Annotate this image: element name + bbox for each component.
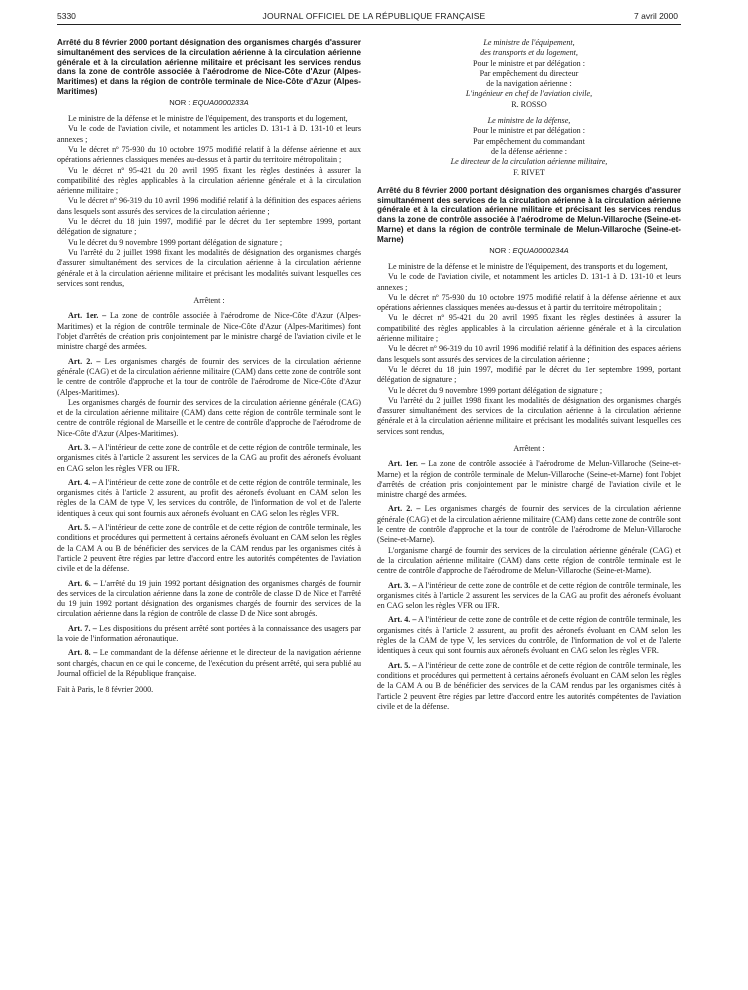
arretent-heading: Arrêtent :	[513, 443, 545, 453]
preamble-paragraph: Vu le décret du 9 novembre 1999 portant délégation de signature ;	[68, 237, 283, 247]
article-label: Art. 1er. –	[68, 311, 107, 321]
signature-block-equipment	[377, 38, 681, 110]
article-label: Art. 4. –	[68, 477, 97, 487]
article-text: Les organismes chargés de fournir des services de la circulation aérienne générale (CAG) et de la circulation aérienne militaire (CAM) dans cette région de contrôle terminale sont le centre de contrôle régional de Marseille et le centre de contrôle d'approche de l'aérodrome de Nice-Côte d'Azur (Alpes-Maritimes).	[57, 397, 361, 438]
article-label: Art. 5. –	[68, 523, 97, 533]
article-label: Art. 3. –	[388, 580, 417, 590]
signature-line: Par empêchement du directeur	[479, 68, 579, 78]
signature-line: des transports et du logement,	[480, 48, 578, 58]
article-paragraph	[57, 443, 361, 474]
article-paragraph	[57, 624, 361, 645]
article-text: La zone de contrôle associée à l'aérodrome de Nice-Côte d'Azur (Alpes-Maritimes) et la région de contrôle terminale de Nice-Côte d'Azur (Alpes-Maritimes) font l'objet d'arrêtés de création pris conjointement par le ministre chargé de l'aviation civile et le ministre chargé des armées.	[57, 311, 361, 352]
article-text: A l'intérieur de cette zone de contrôle et de cette région de contrôle terminale, les organismes cités à l'article 2 assurent, au profit des aéronefs évoluant en CAM selon les règles de la CAM de type V, les services du contrôle, de l'information de vol et de l'alerte identiques à ceux qui sont fournis aux aéronefs évoluant en CAG selon les règles VFR.	[377, 615, 681, 656]
preamble-paragraph: Vu le code de l'aviation civile, et notamment les articles D. 131-1 à D. 131-10 et leurs annexes ;	[377, 272, 681, 292]
decree-title-melun: Arrêté du 8 février 2000 portant désignation des organismes chargés d'assurer simultanément des services de la circulation aérienne à la circulation aérienne générale et à la circulation aérienne militaire et précisant les services rendus dans la zone de contrôle associée à l'aérodrome de Melun-Villaroche (Seine-et-Marne) et dans la région de contrôle terminale de Melun-Villaroche (Seine-et-Marne)	[377, 185, 681, 244]
article-text: L'organisme chargé de fournir des services de la circulation aérienne générale (CAG) et de la circulation aérienne militaire (CAM) dans cette région de contrôle terminale est le centre de contrôle d'approche de l'aérodrome de Melun-Villaroche (Seine-et-Marne).	[377, 545, 681, 576]
article-label: Art. 1er. –	[388, 459, 426, 469]
preamble-paragraph: Vu le décret nº 96-319 du 10 avril 1996 modifié relatif à la définition des espaces aériens dans lesquels sont assurés des services de la circulation aérienne ;	[377, 344, 681, 364]
page-header	[0, 0, 748, 40]
page-number: 5330	[57, 11, 76, 21]
article-text: L'arrêté du 19 juin 1992 portant désignation des organismes chargés de fournir des services de la circulation aérienne dans la zone de contrôle de classe D de Nice et l'arrêté du 19 juin 1992 portant désignation des organismes chargés de fournir des services de la circulation aérienne dans la région de contrôle de classe D de Nice sont abrogés.	[57, 578, 361, 619]
article-text: Les organismes chargés de fournir des services de la circulation aérienne générale (CAG) et de la circulation aérienne militaire (CAM) dans cette zone de contrôle sont le centre de contrôle d'approche et la tour de contrôle de l'aérodrome de Nice-Côte d'Azur (Alpes-Maritimes).	[57, 356, 361, 397]
article-paragraph	[377, 661, 681, 712]
article-paragraph	[57, 398, 361, 439]
article-label: Art. 2. –	[388, 504, 421, 514]
arretent-heading: Arrêtent :	[193, 296, 225, 306]
article-paragraph	[57, 478, 361, 519]
preamble-paragraph: Vu l'arrêté du 2 juillet 1998 fixant les modalités de désignation des organismes chargés d'assurer simultanément des services de la circulation aérienne à la circulation aérienne générale et à la circulation aérienne militaire et précisant les modalités suivant lesquelles ces services sont rendus,	[57, 247, 361, 288]
article-text: A l'intérieur de cette zone de contrôle et de cette région de contrôle terminale, les organismes cités à l'article 2 assurent les services de la CAG au profit des aéronefs évoluant en CAG selon les règles VFR ou IFR.	[57, 442, 361, 473]
nor-reference	[377, 246, 681, 256]
article-paragraph	[377, 504, 681, 545]
article-label: Art. 5. –	[388, 660, 417, 670]
preamble-paragraph: Vu l'arrêté du 2 juillet 1998 fixant les modalités de désignation des organismes chargés d'assurer simultanément des services de la circulation aérienne à la circulation aérienne générale et à la circulation aérienne militaire et précisant les modalités suivant lesquelles ces services sont rendus,	[377, 395, 681, 436]
nor-reference	[57, 98, 361, 108]
preamble-paragraph: Vu le décret du 18 juin 1997, modifié par le décret du 1er septembre 1999, portant délégation de signature ;	[377, 364, 681, 385]
article-text: La zone de contrôle associée à l'aérodrome de Melun-Villaroche (Seine-et-Marne) et la région de contrôle terminale de Melun-Villaroche (Seine-et-Marne) font l'objet d'arrêtés de création pris conjointement par le ministre chargé de l'aviation civile et le ministre chargé des armées.	[377, 459, 681, 500]
signature-line: F. RIVET	[513, 167, 545, 177]
right-column	[377, 38, 681, 712]
preamble-paragraph: Le ministre de la défense et le ministre de l'équipement, des transports et du logement,	[388, 261, 668, 271]
nor-code: EQUA0000233A	[192, 97, 249, 107]
article-paragraph	[57, 523, 361, 574]
article-label: Art. 6. –	[68, 578, 98, 588]
article-text: A l'intérieur de cette zone de contrôle et de cette région de contrôle terminale, les conditions et procédures qui permettent à certains aéronefs évoluant en CAM selon les règles de la CAM A ou B de bénéficier des services de la CAM rendus par les organismes cités à l'article 2 peuvent être régies par lettre d'accord entre les autorités compétentes de l'aviation civile et de la défense.	[57, 523, 361, 574]
signature-line: Pour le ministre et par délégation :	[473, 126, 585, 136]
signature-line: Par empêchement du commandant	[473, 136, 585, 146]
article-text: A l'intérieur de cette zone de contrôle et de cette région de contrôle terminale, les organismes cités à l'article 2 assurent, au profit des aéronefs évoluant en CAM selon les règles de la CAM de type V, les services du contrôle, de l'information de vol et de l'alerte identiques à ceux qui sont fournis aux aéronefs évoluant en CAG selon les règles VFR.	[57, 477, 361, 518]
article-paragraph	[377, 546, 681, 577]
preamble-paragraph: Vu le décret du 9 novembre 1999 portant délégation de signature ;	[388, 385, 603, 395]
preamble	[377, 262, 681, 437]
signature-line: Le directeur de la circulation aérienne militaire,	[450, 157, 608, 167]
signature-line: Pour le ministre et par délégation :	[473, 58, 585, 68]
article-paragraph	[377, 459, 681, 500]
article-text: Les organismes chargés de fournir des services de la circulation aérienne générale (CAG) et de la circulation aérienne militaire (CAM) dans cette zone de contrôle sont le centre de contrôle d'approche et la tour de contrôle de l'aérodrome de Melun-Villaroche (Seine-et-Marne).	[377, 504, 681, 545]
signature-line: Le ministre de la défense,	[487, 116, 571, 126]
article-paragraph	[377, 581, 681, 612]
article-paragraph	[57, 579, 361, 620]
signature-line: R. ROSSO	[511, 99, 547, 109]
article-text: Les dispositions du présent arrêté sont portées à la connaissance des usagers par la voie de l'information aéronautique.	[57, 623, 362, 644]
preamble	[57, 114, 361, 289]
articles-list	[377, 459, 681, 712]
left-column	[57, 38, 361, 696]
article-text: A l'intérieur de cette zone de contrôle et de cette région de contrôle terminale, les organismes cités à l'article 2 assurent les services de la CAG au profit des aéronefs évoluant en CAG selon les règles VFR ou IFR.	[377, 580, 681, 611]
signature-line: de la navigation aérienne :	[486, 79, 572, 89]
preamble-paragraph: Vu le décret nº 95-421 du 20 avril 1995 fixant les règles destinées à assurer la compatibilité des règles applicables à la circulation aérienne générale et à la circulation aérienne militaire ;	[57, 165, 361, 196]
preamble-paragraph: Le ministre de la défense et le ministre de l'équipement, des transports et du logement,	[68, 114, 348, 124]
article-label: Art. 8. –	[68, 648, 98, 658]
preamble-paragraph: Vu le code de l'aviation civile, et notamment les articles D. 131-1 à D. 131-10 et leurs annexes ;	[57, 124, 361, 144]
preamble-paragraph: Vu le décret nº 95-421 du 20 avril 1995 fixant les règles destinées à assurer la compatibilité des règles applicables à la circulation aérienne générale et à la circulation aérienne militaire ;	[377, 313, 681, 344]
signature-line: L'ingénieur en chef de l'aviation civile,	[465, 89, 593, 99]
signature-line: Le ministre de l'équipement,	[483, 38, 575, 47]
article-paragraph	[57, 648, 361, 679]
articles-list	[57, 311, 361, 679]
article-text: A l'intérieur de cette zone de contrôle et de cette région de contrôle terminale, les conditions et procédures qui permettent à certains aéronefs évoluant en CAM selon les règles de la CAM A ou B de bénéficier des services de la CAM rendus par les organismes cités à l'article 2 peuvent être régies par lettre d'accord entre les autorités compétentes de l'aviation civile et de la défense.	[377, 660, 681, 711]
journal-title: JOURNAL OFFICIEL DE LA RÉPUBLIQUE FRANÇAISE	[262, 11, 486, 21]
preamble-paragraph: Vu le décret nº 75-930 du 10 octobre 1975 modifié relatif à la défense aérienne et aux opérations aériennes classiques menées au-dessus et à partir du territoire métropolitain ;	[57, 144, 361, 165]
decree-title-nice: Arrêté du 8 février 2000 portant désignation des organismes chargés d'assurer simultanément des services de la circulation aérienne à la circulation aérienne générale et à la circulation aérienne militaire et précisant les services rendus dans la zone de contrôle associée à l'aérodrome de Nice-Côte d'Azur (Alpes-Maritimes) et dans la région de contrôle terminale de Nice-Côte d'Azur (Alpes-Maritimes)	[57, 38, 361, 96]
nor-label: NOR :	[489, 245, 511, 255]
preamble-paragraph: Vu le décret du 18 juin 1997, modifié par le décret du 1er septembre 1999, portant délégation de signature ;	[57, 217, 361, 237]
article-label: Art. 7. –	[68, 623, 97, 633]
signature-block-defense	[377, 116, 681, 178]
signature-line: de la défense aérienne :	[491, 146, 567, 156]
article-label: Art. 2. –	[68, 356, 101, 366]
header-rule	[57, 24, 681, 25]
nor-code: EQUA0000234A	[512, 245, 569, 255]
article-paragraph	[57, 357, 361, 398]
article-label: Art. 3. –	[68, 442, 97, 452]
preamble-paragraph: Vu le décret nº 75-930 du 10 octobre 1975 modifié relatif à la défense aérienne et aux opérations aériennes classiques menées au-dessus et à partir du territoire métropolitain ;	[377, 292, 681, 313]
nor-label: NOR :	[169, 97, 191, 107]
signing-place-date: Fait à Paris, le 8 février 2000.	[57, 685, 154, 695]
issue-date: 7 avril 2000	[634, 11, 678, 21]
article-paragraph	[57, 311, 361, 352]
article-label: Art. 4. –	[388, 615, 417, 625]
article-paragraph	[377, 615, 681, 656]
preamble-paragraph: Vu le décret nº 96-319 du 10 avril 1996 modifié relatif à la définition des espaces aériens dans lesquels sont assurés des services de la circulation aérienne ;	[57, 196, 361, 216]
article-text: Le commandant de la défense aérienne et le directeur de la navigation aérienne sont chargés, chacun en ce qui le concerne, de l'exécution du présent arrêté, qui sera publié au Journal officiel de la République française.	[57, 648, 361, 678]
